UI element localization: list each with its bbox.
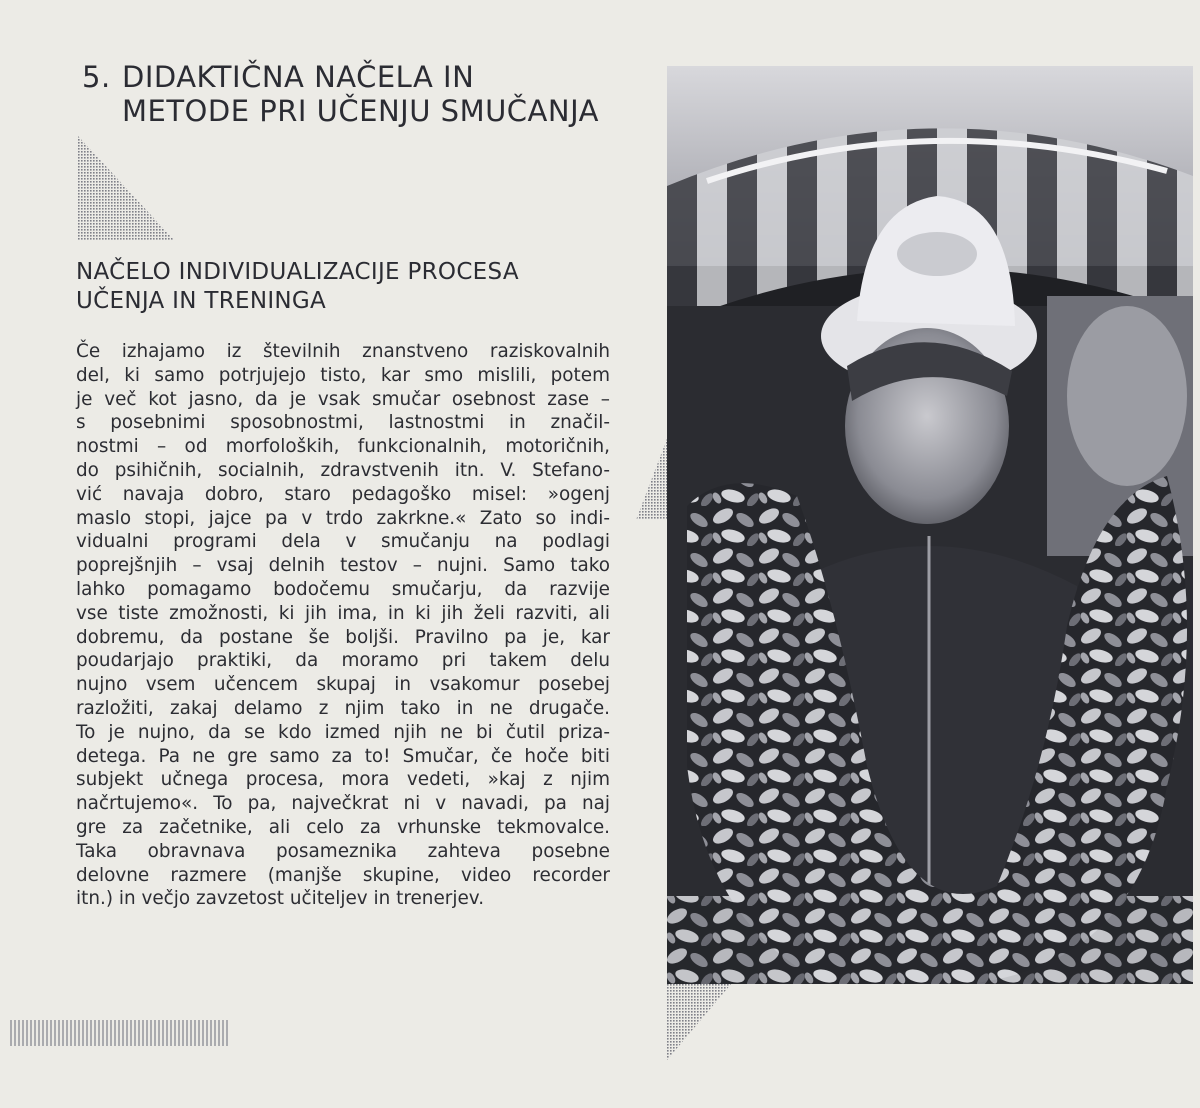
body-line: detega. Pa ne gre samo za to! Smučar, če hoče biti: [76, 745, 610, 767]
body-line: vić navaja dobro, staro pedagoško misel: »ogenj: [76, 483, 610, 505]
body-line: Taka obravnava posameznika zahteva posebne: [76, 840, 610, 862]
photo-skier-wreath: [667, 66, 1193, 984]
body-line: vidualni programi dela v smučanju na podlagi: [76, 531, 610, 553]
dotted-strip-decoration: [10, 1020, 230, 1046]
section-title-line-2: UČENJA IN TRENINGA: [76, 288, 327, 314]
triangle-decoration-bottom: [667, 984, 731, 1060]
body-line: dobremu, da postane še boljši. Pravilno pa je, kar: [76, 626, 610, 648]
body-line: del, ki samo potrjujejo tisto, kar smo mislili, potem: [76, 364, 610, 386]
body-line: poprejšnjih – vsaj delnih testov – nujni. Samo tako: [76, 555, 610, 577]
body-line: načrtujemo«. To pa, največkrat ni v navadi, pa naj: [76, 793, 610, 815]
triangle-decoration-middle: [636, 436, 668, 520]
chapter-title-line-1: DIDAKTIČNA NAČELA IN: [122, 60, 475, 94]
body-line: gre za začetnike, ali celo za vrhunske tekmovalce.: [76, 816, 610, 838]
body-line: nujno vsem učencem skupaj in vsakomur posebej: [76, 674, 610, 696]
chapter-number: 5.: [82, 60, 111, 94]
chapter-title-line-2: METODE PRI UČENJU SMUČANJA: [122, 94, 599, 128]
body-line: maslo stopi, jajce pa v trdo zakrkne.« Zato so indi-: [76, 507, 610, 529]
section-title: [76, 258, 519, 316]
body-line: do psihičnih, socialnih, zdravstvenih itn. V. Stefano-: [76, 459, 610, 481]
body-line: poudarjajo praktiki, da moramo pri takem delu: [76, 650, 610, 672]
body-line: itn.) in večjo zavzetost učiteljev in trenerjev.: [76, 888, 485, 910]
body-line: s posebnimi sposobnostmi, lastnostmi in značil-: [76, 412, 610, 434]
body-line: nostmi – od morfoloških, funkcionalnih, motoričnih,: [76, 436, 610, 458]
body-line: vse tiste zmožnosti, ki jih ima, in ki jih želi razviti, ali: [76, 602, 610, 624]
body-line: lahko pomagamo bodočemu smučarju, da razvije: [76, 578, 610, 600]
body-line: delovne razmere (manjše skupine, video recorder: [76, 864, 610, 886]
body-line: razložiti, zakaj delamo z njim tako in ne drugače.: [76, 697, 610, 719]
body-line: Če izhajamo iz številnih znanstveno raziskovalnih: [76, 341, 610, 362]
body-line: subjekt učnega procesa, mora vedeti, »kaj z njim: [76, 769, 610, 791]
body-paragraph: [76, 340, 610, 911]
chapter-title: [82, 60, 599, 128]
triangle-decoration-top: [78, 136, 174, 240]
section-title-line-1: NAČELO INDIVIDUALIZACIJE PROCESA: [76, 259, 519, 285]
body-line: To je nujno, da se kdo izmed njih ne bi čutil priza-: [76, 721, 610, 743]
body-line: je več kot jasno, da je vsak smučar osebnost zase –: [76, 388, 610, 410]
